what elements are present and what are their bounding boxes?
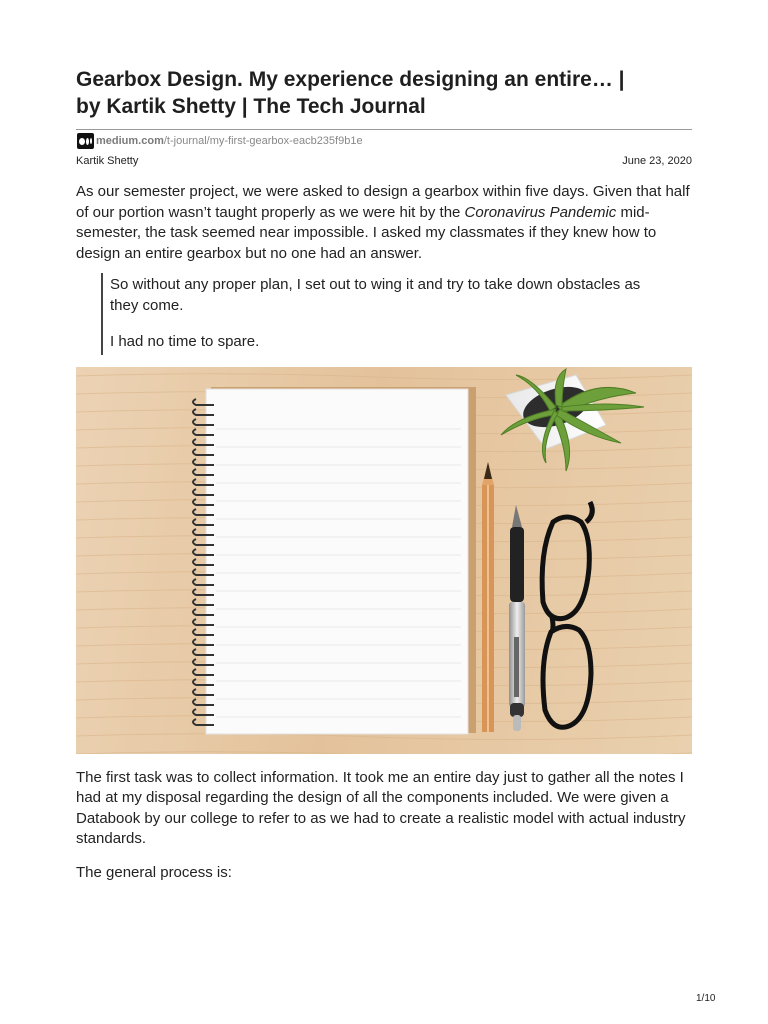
author-name: Kartik Shetty bbox=[76, 155, 139, 167]
quote-line-1: So without any proper plan, I set out to wing it and try to take down obstacles as they come. bbox=[110, 276, 641, 314]
source-path: /t-journal/my-first-gearbox-eacb235f9b1e bbox=[163, 135, 363, 147]
title-line-1: Gearbox Design. My experience designing an entire… | bbox=[76, 68, 625, 91]
medium-logo-icon bbox=[77, 133, 94, 149]
quote-line-2: I had no time to spare. bbox=[110, 333, 260, 350]
intro-text-end: mid-semester, the task seemed near impossible. I asked my classmates if they knew how to design an entire gearbox but no one had an answer. bbox=[76, 203, 657, 262]
title-line-2: by Kartik Shetty | The Tech Journal bbox=[76, 95, 426, 118]
page-number: 1/10 bbox=[696, 993, 716, 1004]
article-meta bbox=[76, 155, 692, 167]
paragraph-intro bbox=[76, 182, 692, 264]
intro-italic-phrase: Coronavirus Pandemic bbox=[464, 203, 617, 221]
title-divider bbox=[76, 129, 692, 130]
desk-photo bbox=[76, 367, 692, 754]
article-title bbox=[76, 66, 692, 120]
desk-photo-icon bbox=[76, 367, 692, 754]
source-link[interactable] bbox=[76, 133, 692, 149]
paragraph-information: The first task was to collect information. It took me an entire day just to gather all the notes I had at my disposal regarding the design of all the components included. We were given a Databook by our college to refer to as we had to create a realistic model with actual industry standards. bbox=[76, 768, 686, 847]
paragraph-process: The general process is: bbox=[76, 863, 232, 881]
intro-text-start: As our semester project, we were asked to design a gearbox within five days. Given that half of our portion wasn’t taught properly as we were hit by the bbox=[76, 183, 690, 221]
source-domain: medium.com bbox=[96, 135, 164, 147]
article-page bbox=[76, 66, 692, 883]
publish-date: June 23, 2020 bbox=[622, 155, 692, 167]
blockquote bbox=[101, 273, 670, 355]
